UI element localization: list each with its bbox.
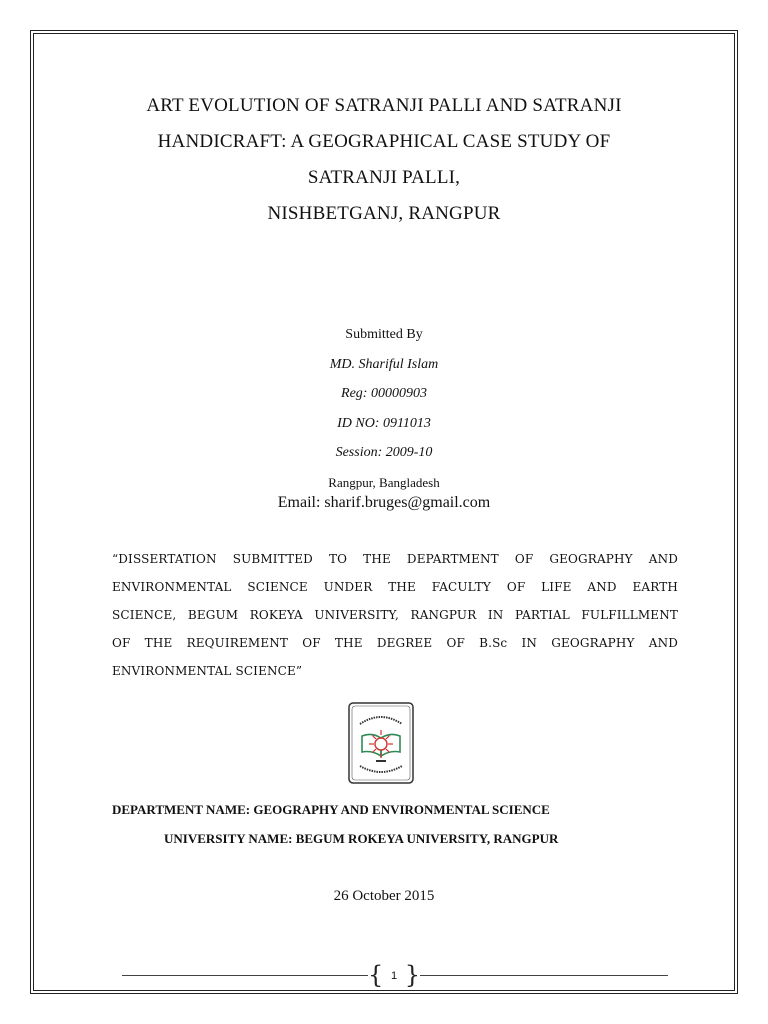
- email-text: Email: sharif.bruges@gmail.com: [277, 494, 491, 511]
- dissertation-statement: [112, 545, 678, 685]
- title-line-1: ART EVOLUTION OF SATRANJI PALLI AND SATRANJI: [146, 95, 622, 116]
- title-line-3: SATRANJI PALLI,: [307, 167, 461, 188]
- footer-rule-right: [420, 975, 668, 976]
- university-name: UNIVERSITY NAME: BEGUM ROKEYA UNIVERSITY, RANGPUR: [164, 831, 559, 846]
- dissertation-line-3: SCIENCE, BEGUM ROKEYA UNIVERSITY, RANGPUR IN PARTIAL FULFILLMENT: [112, 608, 678, 622]
- submission-block: [100, 320, 668, 497]
- session: Session: 2009-10: [335, 445, 433, 460]
- location: Rangpur, Bangladesh: [328, 474, 440, 490]
- id-number: ID NO: 0911013: [337, 415, 431, 431]
- author-name: MD. Shariful Islam: [329, 356, 439, 372]
- page-number: [366, 962, 422, 990]
- page-number-value: 1: [390, 970, 398, 982]
- dissertation-line-5: ENVIRONMENTAL SCIENCE”: [112, 664, 303, 678]
- right-brace-icon: }: [404, 961, 420, 989]
- department-name: DEPARTMENT NAME: GEOGRAPHY AND ENVIRONMENTAL SCIENCE: [112, 802, 550, 817]
- document-title: [60, 88, 708, 232]
- submission-date: 26 October 2015: [333, 888, 435, 904]
- seal-sun: [375, 738, 387, 750]
- submitted-by-label: Submitted By: [345, 327, 423, 342]
- university-seal-icon: [348, 702, 414, 784]
- dissertation-line-4: OF THE REQUIREMENT OF THE DEGREE OF B.Sc IN GEOGRAPHY AND: [112, 636, 678, 650]
- title-line-4: NISHBETGANJ, RANGPUR: [267, 203, 501, 224]
- dissertation-line-2: ENVIRONMENTAL SCIENCE UNDER THE FACULTY OF LIFE AND EARTH: [112, 580, 678, 594]
- registration-number: Reg: 00000903: [341, 386, 427, 401]
- left-brace-icon: {: [368, 961, 384, 989]
- dissertation-line-1: “DISSERTATION SUBMITTED TO THE DEPARTMENT OF GEOGRAPHY AND: [112, 552, 678, 566]
- title-line-2: HANDICRAFT: A GEOGRAPHICAL CASE STUDY OF: [157, 131, 611, 152]
- footer-rule-left: [122, 975, 368, 976]
